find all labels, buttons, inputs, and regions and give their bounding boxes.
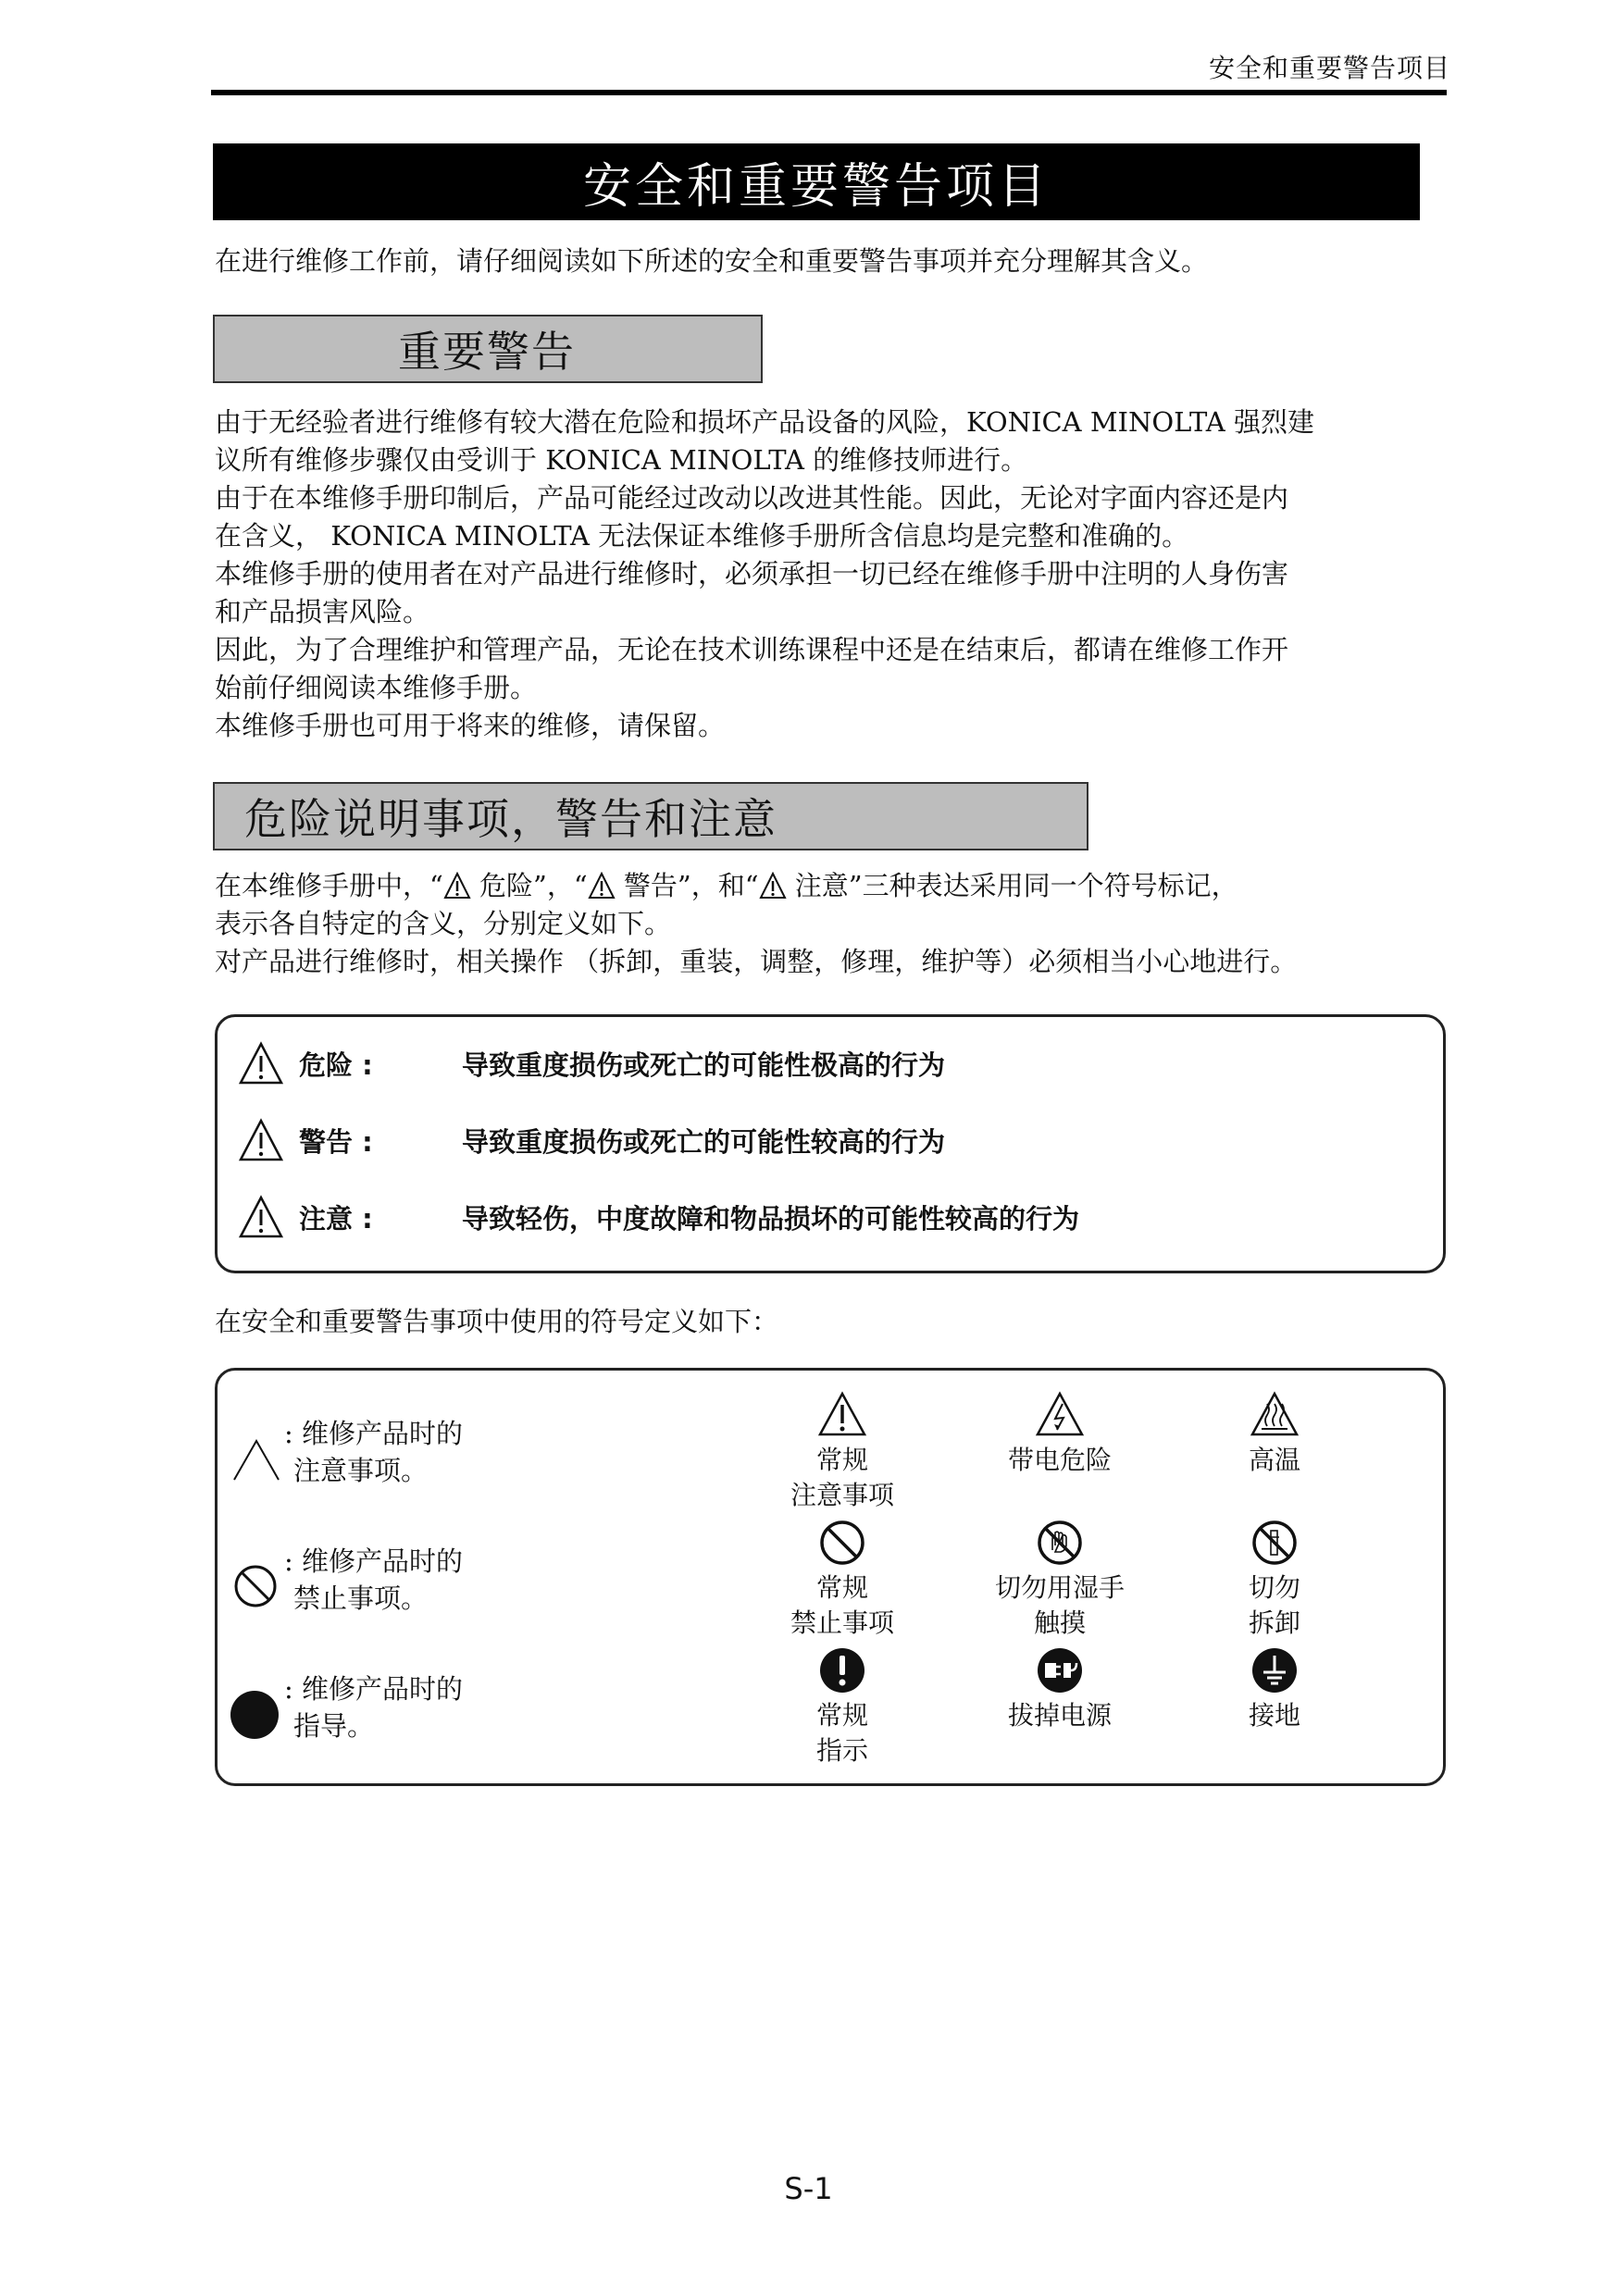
hazard-description: 导致重度损伤或死亡的可能性较高的行为 — [462, 1125, 946, 1158]
header-rule — [211, 90, 1447, 95]
danger-line-2: 表示各自特定的含义，分别定义如下。 — [215, 908, 672, 939]
caption-line: 禁止事项 — [790, 1607, 894, 1638]
caption-line: 高温 — [1248, 1445, 1300, 1475]
caption-ground — [1173, 1698, 1376, 1733]
caption-line: 注意事项 — [790, 1480, 894, 1510]
page-number: S-1 — [784, 2171, 833, 2206]
legend-line: 禁止事项。 — [293, 1582, 429, 1614]
legend-prohibition — [284, 1543, 463, 1617]
no-wet-hands-icon — [1036, 1519, 1084, 1567]
caption-electric-hazard — [958, 1443, 1162, 1478]
warning-triangle-icon — [759, 872, 787, 900]
warning-line: 由于无经验者进行维修有较大潜在危险和损坏产品设备的风险，KONICA MINOLTA 强烈建 — [215, 406, 1314, 438]
danger-explanation-body — [215, 867, 1450, 981]
caption-line: 常规 — [815, 1445, 868, 1475]
hazard-levels-box — [215, 1014, 1446, 1273]
intro-text: 在进行维修工作前，请仔细阅读如下所述的安全和重要警告事项并充分理解其含义。 — [215, 245, 1209, 277]
general-prohibition-icon — [818, 1519, 866, 1567]
caption-line: 拆卸 — [1248, 1607, 1300, 1638]
prohibition-icon — [232, 1563, 279, 1609]
text-fragment: 警告”，和“ — [615, 870, 759, 901]
warning-line: 由于在本维修手册印制后，产品可能经过改动以改进其性能。因此，无论对字面内容还是内 — [215, 482, 1289, 514]
warning-triangle-icon — [588, 872, 616, 900]
caption-line: 接地 — [1248, 1700, 1300, 1731]
caption-high-temperature — [1173, 1443, 1376, 1478]
caption-no-disassembly — [1173, 1570, 1376, 1641]
symbol-definitions-box — [215, 1368, 1446, 1786]
section-heading-danger-warning-caution: 危险说明事项，警告和注意 — [213, 782, 1088, 850]
caption-line: 切勿用湿手 — [994, 1572, 1125, 1603]
caption-line: 切勿 — [1248, 1572, 1300, 1603]
legend-line: : 维修产品时的 — [284, 1673, 463, 1705]
warning-triangle-icon — [238, 1041, 284, 1086]
warning-line: 在含义， KONICA MINOLTA 无法保证本维修手册所含信息均是完整和准确的。 — [215, 520, 1189, 552]
caption-line: 带电危险 — [1007, 1445, 1112, 1475]
caption-general-instruction — [740, 1698, 944, 1769]
danger-line-3: 对产品进行维修时，相关操作 （拆卸，重装，调整，修理，维护等）必须相当小心地进行。 — [215, 946, 1298, 977]
ground-icon — [1250, 1646, 1299, 1694]
warning-line: 始前仔细阅读本维修手册。 — [215, 672, 538, 703]
hazard-row-danger — [238, 1037, 945, 1089]
legend-line: 指导。 — [293, 1710, 375, 1742]
electric-hazard-icon — [1035, 1391, 1085, 1437]
symbols-intro-text: 在安全和重要警告事项中使用的符号定义如下： — [215, 1306, 779, 1337]
warning-line: 议所有维修步骤仅由受训于 KONICA MINOLTA 的维修技师进行。 — [215, 444, 1028, 476]
filled-circle-icon — [229, 1689, 280, 1741]
hazard-label: 警告 : — [299, 1125, 373, 1158]
hazard-row-warning — [238, 1114, 945, 1166]
caption-general-caution — [740, 1443, 944, 1513]
warning-line: 和产品损害风险。 — [215, 596, 430, 627]
text-fragment: 在本维修手册中，“ — [215, 870, 443, 901]
legend-line: 注意事项。 — [293, 1455, 429, 1486]
important-warning-body — [215, 403, 1450, 745]
danger-line-1 — [215, 867, 1450, 905]
warning-triangle-icon — [238, 1118, 284, 1162]
text-fragment: 危险”，“ — [470, 870, 588, 901]
text-fragment: 注意”三种表达采用同一个符号标记， — [786, 870, 1238, 901]
warning-line: 本维修手册也可用于将来的维修，请保留。 — [215, 710, 726, 741]
caption-unplug — [958, 1698, 1162, 1733]
hazard-row-caution — [238, 1191, 1079, 1243]
caption-general-prohibition — [740, 1570, 944, 1641]
legend-line: : 维修产品时的 — [284, 1418, 463, 1449]
unplug-icon — [1036, 1646, 1084, 1694]
warning-line: 因此，为了合理维护和管理产品，无论在技术训练课程中还是在结束后，都请在维修工作开 — [215, 634, 1289, 665]
legend-caution — [284, 1415, 463, 1489]
warning-triangle-icon — [238, 1195, 284, 1239]
general-instruction-icon — [818, 1646, 866, 1694]
legend-line: : 维修产品时的 — [284, 1545, 463, 1577]
warning-line: 本维修手册的使用者在对产品进行维修时，必须承担一切已经在维修手册中注明的人身伤害 — [215, 558, 1289, 590]
page-title: 安全和重要警告项目 — [213, 143, 1420, 220]
general-caution-icon — [817, 1391, 867, 1437]
hazard-description: 导致重度损伤或死亡的可能性极高的行为 — [462, 1049, 946, 1081]
caption-line: 常规 — [815, 1700, 868, 1731]
triangle-icon — [232, 1437, 280, 1482]
caption-line: 拔掉电源 — [1007, 1700, 1112, 1731]
caption-line: 触摸 — [1033, 1607, 1086, 1638]
section-heading-important-warning: 重要警告 — [213, 315, 763, 383]
hazard-description: 导致轻伤，中度故障和物品损坏的可能性较高的行为 — [462, 1202, 1080, 1235]
high-temperature-icon — [1250, 1391, 1300, 1437]
legend-instruction — [284, 1670, 463, 1744]
caption-line: 指示 — [815, 1735, 868, 1766]
hazard-label: 注意 : — [299, 1202, 373, 1235]
caption-no-wet-hands — [958, 1570, 1162, 1641]
hazard-label: 危险 : — [299, 1049, 373, 1081]
caption-line: 常规 — [815, 1572, 868, 1603]
running-header: 安全和重要警告项目 — [1208, 53, 1450, 83]
no-disassembly-icon — [1250, 1519, 1299, 1567]
warning-triangle-icon — [443, 872, 471, 900]
